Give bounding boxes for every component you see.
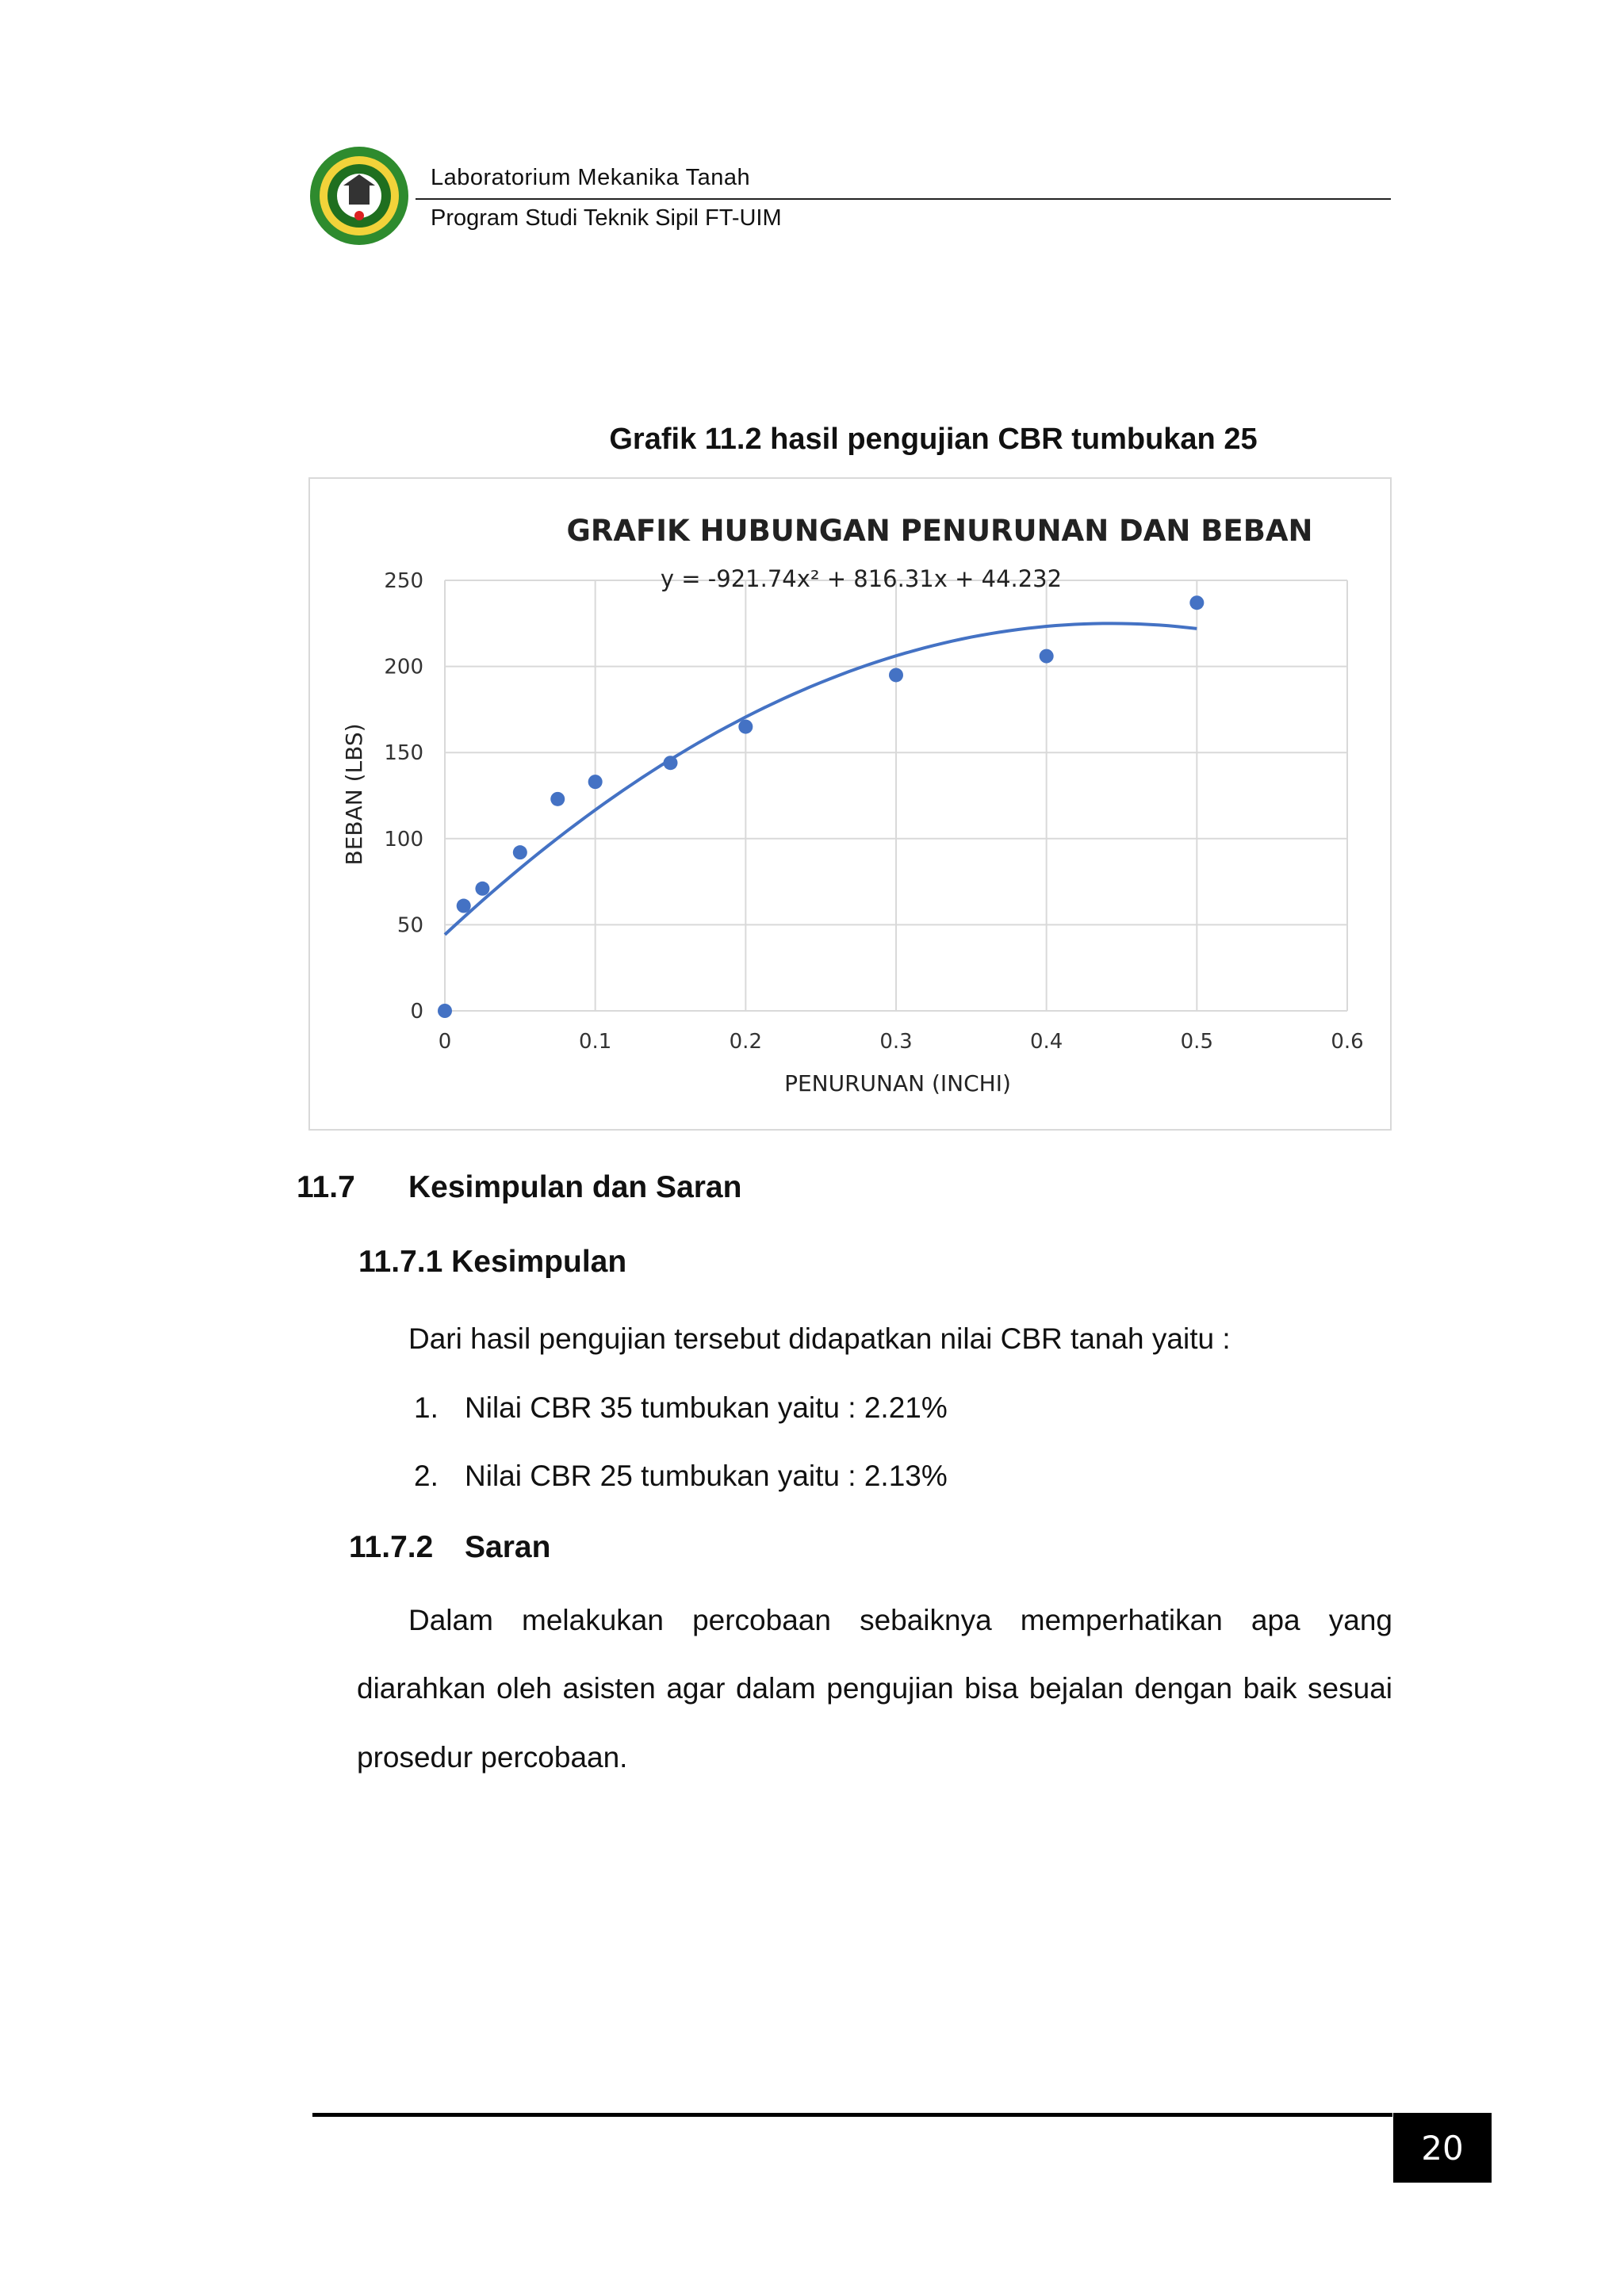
chart-gridlines bbox=[445, 580, 1347, 1011]
data-point bbox=[438, 1004, 452, 1018]
y-tick-label: 200 bbox=[384, 655, 423, 679]
x-tick-label: 0.2 bbox=[729, 1030, 763, 1054]
saran-paragraph-line1 bbox=[408, 1604, 1392, 1637]
x-axis-label: PENURUNAN (INCHI) bbox=[784, 1070, 1011, 1096]
data-point bbox=[550, 792, 565, 806]
y-tick-label: 100 bbox=[384, 827, 423, 851]
word: sebaiknya bbox=[860, 1604, 992, 1636]
page-number: 20 bbox=[1393, 2113, 1492, 2183]
chart-trendline bbox=[445, 623, 1197, 935]
figure-caption: Grafik 11.2 hasil pengujian CBR tumbukan 25 bbox=[609, 423, 1258, 456]
x-tick-label: 0 bbox=[438, 1030, 452, 1054]
saran-paragraph-line2: diarahkan oleh asisten agar dalam pengujian bisa bejalan dengan baik sesuai bbox=[357, 1672, 1392, 1705]
list-item: Nilai CBR 35 tumbukan yaitu : 2.21% bbox=[465, 1391, 948, 1424]
list-item: Nilai CBR 25 tumbukan yaitu : 2.13% bbox=[465, 1460, 948, 1492]
header-rule bbox=[416, 198, 1391, 200]
word: yang bbox=[1328, 1604, 1392, 1636]
header-program: Program Studi Teknik Sipil FT-UIM bbox=[431, 205, 782, 231]
university-seal-logo bbox=[308, 144, 411, 247]
section-11-7-1-heading: 11.7.1 Kesimpulan bbox=[358, 1245, 627, 1279]
chart-title: GRAFIK HUBUNGAN PENURUNAN DAN BEBAN bbox=[566, 514, 1313, 548]
chart-ticks bbox=[384, 569, 1363, 1054]
data-point bbox=[1040, 649, 1054, 664]
y-tick-label: 0 bbox=[410, 1000, 423, 1024]
data-point bbox=[588, 775, 603, 789]
scatter-chart bbox=[308, 477, 1392, 1131]
word: Dalam bbox=[408, 1604, 493, 1636]
word: apa bbox=[1251, 1604, 1300, 1636]
section-11-7-2-title: Saran bbox=[465, 1530, 551, 1564]
section-11-7-number: 11.7 bbox=[297, 1170, 355, 1204]
x-tick-label: 0.4 bbox=[1029, 1030, 1063, 1054]
y-tick-label: 50 bbox=[396, 913, 423, 938]
kesimpulan-intro: Dari hasil pengujian tersebut didapatkan nilai CBR tanah yaitu : bbox=[408, 1322, 1231, 1355]
x-tick-label: 0.3 bbox=[879, 1030, 913, 1054]
data-point bbox=[1189, 595, 1204, 610]
x-tick-label: 0.6 bbox=[1331, 1030, 1364, 1054]
data-point bbox=[889, 668, 903, 682]
saran-paragraph-line3: prosedur percobaan. bbox=[357, 1741, 628, 1774]
header-lab-name: Laboratorium Mekanika Tanah bbox=[431, 165, 751, 190]
y-tick-label: 250 bbox=[384, 569, 423, 593]
data-point bbox=[457, 899, 471, 913]
word: percobaan bbox=[692, 1604, 831, 1636]
list-item-number: 2. bbox=[414, 1460, 439, 1492]
list-item-number: 1. bbox=[414, 1391, 439, 1424]
data-point bbox=[475, 882, 489, 896]
y-tick-label: 150 bbox=[384, 741, 423, 766]
x-tick-label: 0.5 bbox=[1180, 1030, 1214, 1054]
x-tick-label: 0.1 bbox=[578, 1030, 612, 1054]
y-axis-label: BEBAN (LBS) bbox=[341, 723, 367, 866]
section-11-7-2-number: 11.7.2 bbox=[349, 1530, 434, 1564]
chart-points bbox=[438, 595, 1204, 1018]
data-point bbox=[738, 720, 753, 734]
footer-rule bbox=[312, 2113, 1392, 2117]
chart-equation: y = -921.74x² + 816.31x + 44.232 bbox=[660, 565, 1063, 592]
data-point bbox=[513, 845, 527, 859]
word: memperhatikan bbox=[1020, 1604, 1223, 1636]
word: melakukan bbox=[522, 1604, 664, 1636]
section-11-7-title: Kesimpulan dan Saran bbox=[408, 1170, 742, 1204]
trendline-curve bbox=[445, 623, 1197, 935]
data-point bbox=[664, 756, 678, 770]
